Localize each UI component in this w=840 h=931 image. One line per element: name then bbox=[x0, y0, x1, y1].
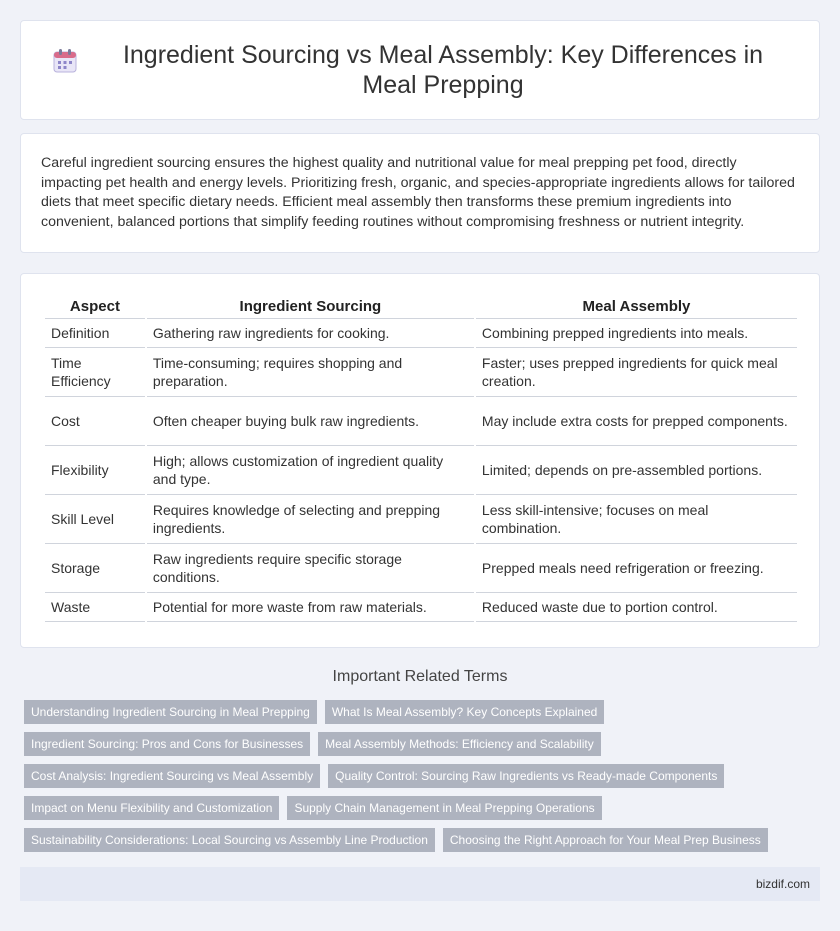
related-term-link[interactable]: Meal Assembly Methods: Efficiency and Scalability bbox=[318, 732, 601, 756]
related-term-link[interactable]: Choosing the Right Approach for Your Meal Prep Business bbox=[443, 828, 768, 852]
table-row bbox=[45, 319, 797, 348]
related-term-link[interactable]: What Is Meal Assembly? Key Concepts Explained bbox=[325, 700, 604, 724]
sourcing-cell: Requires knowledge of selecting and prepping ingredients. bbox=[147, 495, 474, 544]
table-row bbox=[45, 348, 797, 397]
related-term-link[interactable]: Impact on Menu Flexibility and Customization bbox=[24, 796, 279, 820]
related-terms-list bbox=[24, 700, 820, 860]
assembly-cell: Combining prepped ingredients into meals. bbox=[476, 319, 797, 348]
assembly-cell: Prepped meals need refrigeration or freezing. bbox=[476, 544, 797, 593]
assembly-cell: Faster; uses prepped ingredients for quick meal creation. bbox=[476, 348, 797, 397]
related-terms-heading: Important Related Terms bbox=[332, 668, 508, 685]
assembly-cell: Limited; depends on pre-assembled portions. bbox=[476, 446, 797, 495]
comparison-table-card bbox=[20, 273, 820, 648]
intro-paragraph: Careful ingredient sourcing ensures the highest quality and nutritional value for meal prepping pet food, directly impacting pet health and energy levels. Prioritizing fresh, organic, and species-appropriate ingredients allows for tailored diets that meet specific dietary needs. Efficient meal assembly then transforms these premium ingredients into convenient, balanced portions that simplify feeding routines without compromising freshness or nutrient integrity. bbox=[41, 155, 795, 230]
intro-card bbox=[20, 133, 820, 253]
aspect-cell: Skill Level bbox=[45, 495, 145, 544]
footer-site-link[interactable]: bizdif.com bbox=[755, 877, 810, 891]
sourcing-cell: Often cheaper buying bulk raw ingredients. bbox=[147, 397, 474, 446]
related-term-link[interactable]: Supply Chain Management in Meal Prepping Operations bbox=[287, 796, 601, 820]
sourcing-cell: Gathering raw ingredients for cooking. bbox=[147, 319, 474, 348]
footer bbox=[20, 867, 820, 901]
assembly-cell: Reduced waste due to portion control. bbox=[476, 593, 797, 622]
aspect-cell: Time Efficiency bbox=[45, 348, 145, 397]
aspect-cell: Flexibility bbox=[45, 446, 145, 495]
table-row bbox=[45, 397, 797, 446]
tag-row bbox=[24, 732, 820, 756]
aspect-cell: Cost bbox=[45, 397, 145, 446]
table-row bbox=[45, 593, 797, 622]
sourcing-cell: Raw ingredients require specific storage conditions. bbox=[147, 544, 474, 593]
header-aspect: Aspect bbox=[45, 294, 145, 319]
header-card bbox=[20, 20, 820, 120]
table-row bbox=[45, 544, 797, 593]
aspect-cell: Definition bbox=[45, 319, 145, 348]
header-meal-assembly: Meal Assembly bbox=[476, 294, 797, 319]
related-term-link[interactable]: Cost Analysis: Ingredient Sourcing vs Meal Assembly bbox=[24, 764, 320, 788]
aspect-cell: Storage bbox=[45, 544, 145, 593]
page-title: Ingredient Sourcing vs Meal Assembly: Key Differences in Meal Prepping bbox=[122, 41, 764, 99]
calendar-icon bbox=[52, 48, 78, 74]
related-term-link[interactable]: Quality Control: Sourcing Raw Ingredients vs Ready-made Components bbox=[328, 764, 724, 788]
header-ingredient-sourcing: Ingredient Sourcing bbox=[147, 294, 474, 319]
tag-row bbox=[24, 764, 820, 788]
aspect-cell: Waste bbox=[45, 593, 145, 622]
related-term-link[interactable]: Sustainability Considerations: Local Sourcing vs Assembly Line Production bbox=[24, 828, 435, 852]
table-row bbox=[45, 446, 797, 495]
tag-row bbox=[24, 828, 820, 852]
tag-row bbox=[24, 796, 820, 820]
assembly-cell: Less skill-intensive; focuses on meal combination. bbox=[476, 495, 797, 544]
assembly-cell: May include extra costs for prepped components. bbox=[476, 397, 797, 446]
sourcing-cell: Time-consuming; requires shopping and preparation. bbox=[147, 348, 474, 397]
sourcing-cell: Potential for more waste from raw materials. bbox=[147, 593, 474, 622]
table-row bbox=[45, 495, 797, 544]
table-header-row bbox=[45, 294, 797, 319]
comparison-table bbox=[43, 294, 799, 622]
related-term-link[interactable]: Understanding Ingredient Sourcing in Meal Prepping bbox=[24, 700, 317, 724]
related-term-link[interactable]: Ingredient Sourcing: Pros and Cons for Businesses bbox=[24, 732, 310, 756]
sourcing-cell: High; allows customization of ingredient quality and type. bbox=[147, 446, 474, 495]
tag-row bbox=[24, 700, 820, 724]
